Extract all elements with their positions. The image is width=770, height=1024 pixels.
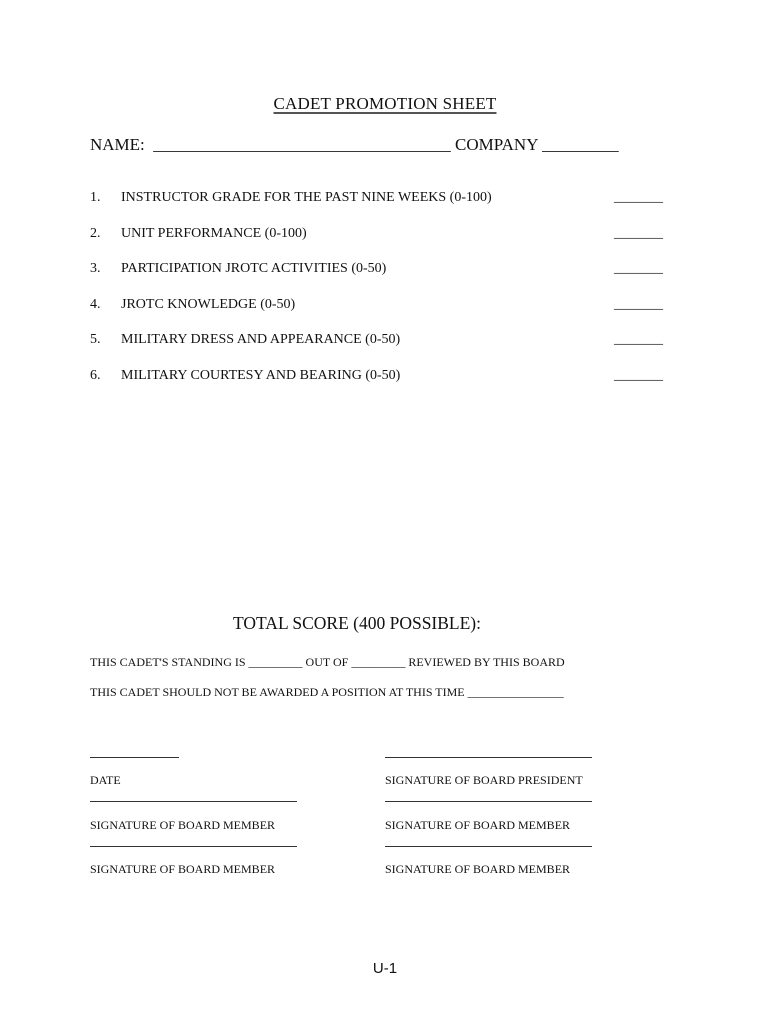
standing-line: THIS CADET'S STANDING IS _________ OUT OF _________ REVIEWED BY THIS BOARD xyxy=(90,655,565,669)
item-text: PARTICIPATION JROTC ACTIVITIES (0-50) xyxy=(121,261,387,277)
list-item xyxy=(90,368,665,404)
item-number: 1. xyxy=(90,190,101,205)
list-item xyxy=(90,332,665,368)
item-number: 2. xyxy=(90,225,101,241)
date-signature-rule xyxy=(90,757,179,758)
list-item xyxy=(90,297,665,333)
item-number: 4. xyxy=(90,296,101,312)
score-blank: _______ xyxy=(614,367,663,383)
item-text: MILITARY DRESS AND APPEARANCE (0-50) xyxy=(121,332,401,348)
item-number: 3. xyxy=(90,261,101,277)
score-items-list xyxy=(90,190,665,404)
member-signature-rule xyxy=(385,846,592,847)
item-text: UNIT PERFORMANCE (0-100) xyxy=(121,225,307,241)
board-member-label: SIGNATURE OF BOARD MEMBER xyxy=(385,818,571,832)
list-item xyxy=(90,261,665,297)
president-signature-rule xyxy=(385,757,592,758)
item-number: 5. xyxy=(90,332,101,348)
item-text: JROTC KNOWLEDGE (0-50) xyxy=(121,296,296,312)
item-text: INSTRUCTOR GRADE FOR THE PAST NINE WEEKS (0-100) xyxy=(121,190,492,205)
list-item xyxy=(90,190,665,226)
score-blank: _______ xyxy=(614,225,663,241)
board-member-label: SIGNATURE OF BOARD MEMBER xyxy=(90,862,276,876)
score-blank: _______ xyxy=(614,261,663,277)
item-text: MILITARY COURTESY AND BEARING (0-50) xyxy=(121,367,401,383)
member-signature-rule xyxy=(385,801,592,802)
name-company-line: NAME: ___________________________________ COMPANY _________ xyxy=(90,135,619,154)
total-score-label: TOTAL SCORE (400 POSSIBLE): xyxy=(233,613,481,633)
date-label: DATE xyxy=(90,773,121,787)
score-blank: _______ xyxy=(614,190,663,205)
page-number: U-1 xyxy=(372,960,398,977)
page-title xyxy=(0,94,770,114)
title-text: CADET PROMOTION SHEET xyxy=(273,94,497,113)
item-number: 6. xyxy=(90,367,101,383)
not-awarded-line: THIS CADET SHOULD NOT BE AWARDED A POSITION AT THIS TIME ________________ xyxy=(90,685,564,699)
board-member-label: SIGNATURE OF BOARD MEMBER xyxy=(90,818,276,832)
score-blank: _______ xyxy=(614,296,663,312)
board-member-label: SIGNATURE OF BOARD MEMBER xyxy=(385,862,571,876)
member-signature-rule xyxy=(90,801,297,802)
score-blank: _______ xyxy=(614,332,663,348)
member-signature-rule xyxy=(90,846,297,847)
board-president-label: SIGNATURE OF BOARD PRESIDENT xyxy=(385,773,583,787)
list-item xyxy=(90,226,665,262)
